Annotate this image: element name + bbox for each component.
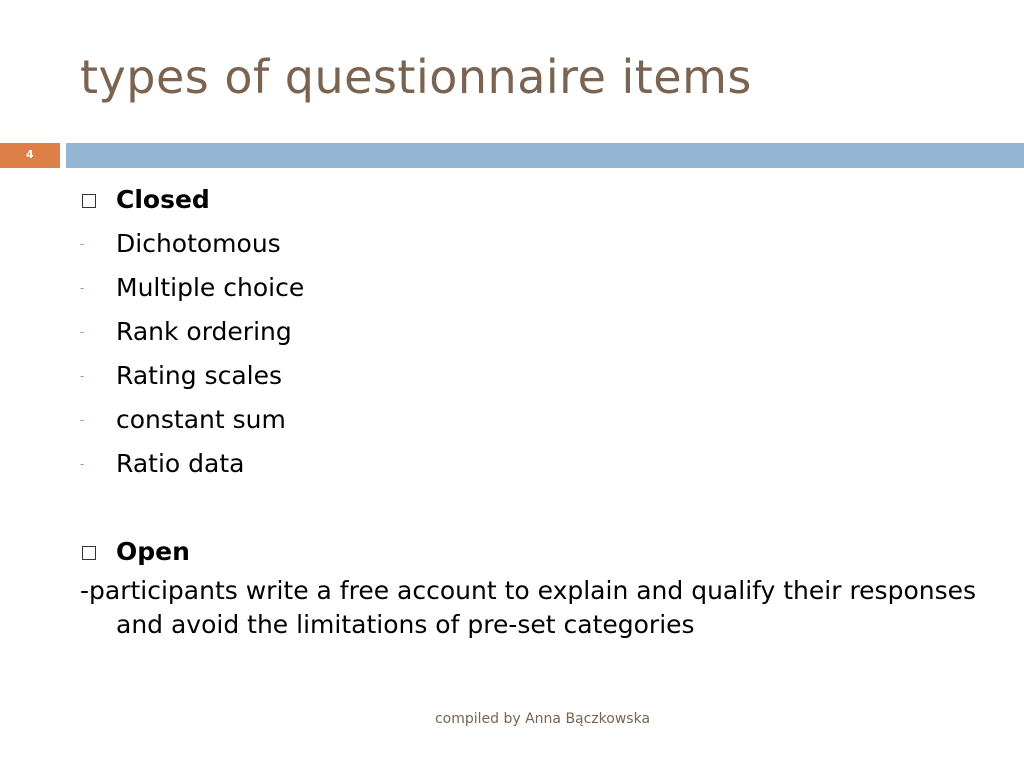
dash-bullet-icon: - [80, 369, 85, 383]
list-item [80, 446, 980, 490]
spacer [80, 490, 980, 534]
list-item [80, 358, 980, 402]
list-item [80, 270, 980, 314]
list-item-text: Ratio data [116, 449, 245, 478]
closed-heading: Closed [116, 185, 210, 214]
bullet-closed [80, 182, 980, 226]
list-item [80, 402, 980, 446]
dash-bullet-icon: - [80, 457, 85, 471]
square-bullet-icon [80, 534, 96, 570]
dash-bullet-icon: - [80, 237, 85, 251]
accent-bar [66, 143, 1024, 168]
list-item [80, 226, 980, 270]
list-item-text: Dichotomous [116, 229, 281, 258]
dash-bullet-icon: - [80, 325, 85, 339]
square-bullet-icon [80, 182, 96, 218]
bullet-open [80, 534, 980, 578]
slide-number: 4 [26, 148, 34, 161]
list-item-text: Rank ordering [116, 317, 292, 346]
list-item-text: Multiple choice [116, 273, 305, 302]
dash-bullet-icon: - [80, 413, 85, 427]
list-item [80, 314, 980, 358]
slide-title: types of questionnaire items [80, 50, 752, 104]
open-heading: Open [116, 537, 190, 566]
open-description: -participants write a free account to explain and qualify their responses and avoid the limitations of pre-set categories [80, 576, 977, 639]
dash-bullet-icon: - [80, 281, 85, 295]
list-item-text: constant sum [116, 405, 286, 434]
footer-credit: compiled by Anna Bączkowska [434, 711, 651, 727]
slide-number-box [0, 143, 60, 168]
slide-content [80, 182, 980, 642]
list-item-text: Rating scales [116, 361, 282, 390]
